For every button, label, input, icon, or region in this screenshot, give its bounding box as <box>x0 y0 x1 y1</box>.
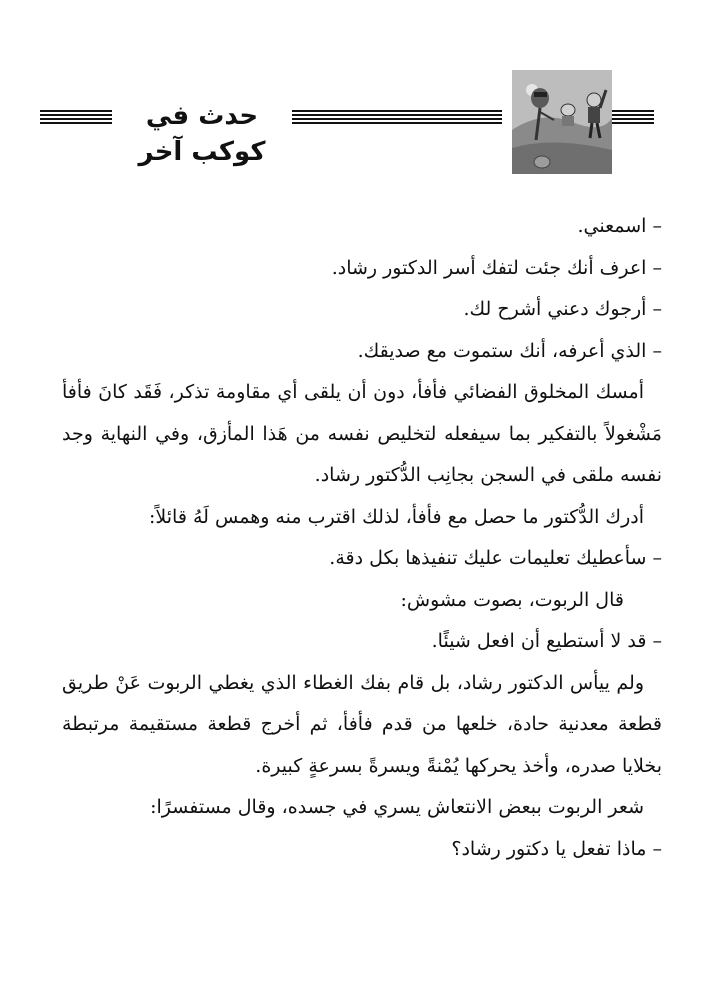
story-text <box>62 206 662 870</box>
dialogue-line: – ماذا تفعل يا دكتور رشاد؟ <box>451 837 662 860</box>
narrative-paragraph: ولم ييأس الدكتور رشاد، بل قام بفك الغطاء الذي يغطي الربوت عَنْ طريق قطعة معدنية حادة، خلعها من قدم فأفأ، ثم أخرج قطعة مستقيمة مرتبطة بخلايا صدره، وأخذ يحركها يُمْنةً ويسرةً بسرعةٍ كبيرة. <box>62 671 662 777</box>
chapter-title: حدث في كوكب آخر <box>138 101 266 167</box>
header-rule-right <box>612 110 654 124</box>
dialogue-line: – قد لا أستطيع أن افعل شيئًا. <box>431 630 662 652</box>
dialogue-line: – الذي أعرفه، أنك ستموت مع صديقك. <box>357 339 662 362</box>
narrative-paragraph: قال الربوت، بصوت مشوش: <box>400 588 624 611</box>
chapter-header <box>0 60 720 180</box>
dialogue-line: – سأعطيك تعليمات عليك تنفيذها بكل دقة. <box>329 547 662 569</box>
narrative-paragraph: أمسك المخلوق الفضائي فأفأ، دون أن يلقى أي مقاومة تذكر، فَقَد كانَ فأفأ مَشْغولاً بالتفكير بما سيفعله لتخليص نفسه من هَذا المأزق، وفي النهاية وجد نفسه ملقى في السجن بجانِب الدُّكتور رشاد. <box>62 381 662 486</box>
narrative-paragraph: شعر الربوت ببعض الانتعاش يسري في جسده، وقال مستفسرًا: <box>150 796 644 818</box>
dialogue-line: – أرجوك دعني أشرح لك. <box>463 298 662 320</box>
header-rule-middle <box>292 110 502 124</box>
header-rule-left <box>40 110 112 124</box>
header-illustration <box>512 70 612 174</box>
dialogue-line: – اسمعني. <box>577 215 662 237</box>
dialogue-line: – اعرف أنك جئت لتفك أسر الدكتور رشاد. <box>331 256 662 279</box>
narrative-paragraph: أدرك الدُّكتور ما حصل مع فأفأ، لذلك اقترب منه وهمس لَهُ قائلاً: <box>149 505 644 528</box>
